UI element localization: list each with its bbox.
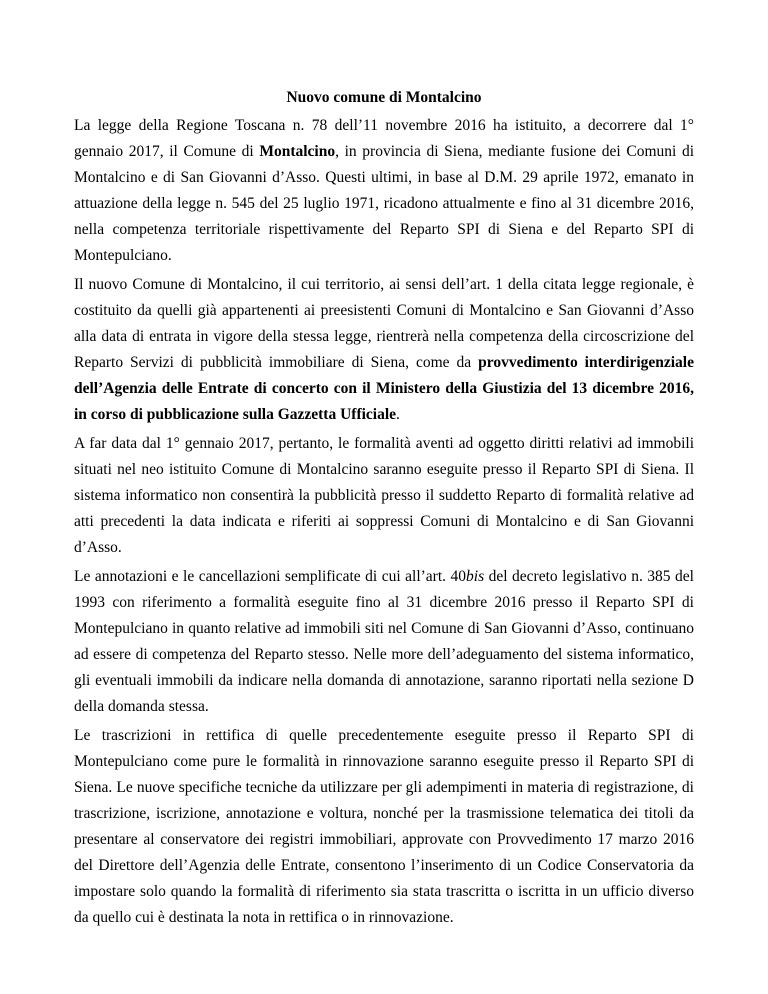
paragraph-5: Le trascrizioni in rettifica di quelle precedentemente eseguite presso il Reparto SPI di Montepulciano come pure le formalità in rinnovazione saranno eseguite presso il Reparto SPI di Siena. Le nuove specifiche tecniche da utilizzare per gli adempimenti in materia di registrazione, di trascrizione, iscrizione, annotazione e voltura, nonché per la trasmissione telematica dei titoli da presentare al conservatore dei registri immobiliari, approvate con Provvedimento 17 marzo 2016 del Direttore dell’Agenzia delle Entrate, consentono l’inserimento di un Codice Conservatoria da impostare solo quando la formalità di riferimento sia stata trascritta o iscritta in un ufficio diverso da quello cui è destinata la nota in rettifica o in rinnovazione. [74, 727, 694, 926]
paragraph-4-text-c: del decreto legislativo n. 385 del 1993 con riferimento a formalità eseguite fino al 31 dicembre 2016 presso il Reparto SPI di Montepulciano in quanto relative ad immobili siti nel Comune di San Giovanni d’Asso, continuano ad essere di competenza del Reparto stesso. Nelle more dell’adeguamento del sistema informatico, gli eventuali immobili da indicare nella domanda di annotazione, saranno riportati nella sezione D della domanda stessa. [74, 568, 694, 715]
paragraph-2 [74, 272, 694, 428]
paragraph-4-text-a: Le annotazioni e le cancellazioni semplificate di cui all’art. 40 [74, 568, 467, 585]
paragraph-4-italic-bis: bis [466, 568, 485, 585]
paragraph-2-text-c: . [396, 406, 400, 423]
paragraph-1-bold-municipality: Montalcino [259, 143, 336, 160]
paragraph-1 [74, 113, 694, 269]
paragraph-3: A far data dal 1° gennaio 2017, pertanto, le formalità aventi ad oggetto diritti relativi ad immobili situati nel neo istituito Comune di Montalcino saranno eseguite presso il Reparto SPI di Siena. Il sistema informatico non consentirà la pubblicità presso il suddetto Reparto di formalità relative ad atti precedenti la data indicata e riferiti ai soppressi Comuni di Montalcino e di San Giovanni d’Asso. [74, 435, 694, 556]
paragraph-4 [74, 564, 694, 720]
paragraph-1-text-a: La legge della Regione Toscana n. 78 dell’11 novembre 2016 ha istituito, a decorrere dal 1° gennaio 2017, il Comune di [74, 117, 694, 160]
paragraph-1-text-c: , in provincia di Siena, mediante fusione dei Comuni di Montalcino e di San Giovanni d’Asso. Questi ultimi, in base al D.M. 29 aprile 1972, emanato in attuazione della legge n. 545 del 25 luglio 1971, ricadono attualmente e fino al 31 dicembre 2016, nella competenza territoriale rispettivamente del Reparto SPI di Siena e del Reparto SPI di Montepulciano. [74, 143, 695, 264]
paragraph-2-text-a: Il nuovo Comune di Montalcino, il cui territorio, ai sensi dell’art. 1 della citata legge regionale, è costituito da quelli già appartenenti ai preesistenti Comuni di Montalcino e San Giovanni d’Asso alla data di entrata in vigore della stessa legge, rientrerà nella competenza della circoscrizione del Reparto Servizi di pubblicità immobiliare di Siena, come da [74, 276, 694, 371]
paragraph-2-bold-provision: provvedimento interdirigenziale dell’Agenzia delle Entrate di concerto con il Ministero della Giustizia del 13 dicembre 2016, in corso di pubblicazione sulla Gazzetta Ufficiale [74, 354, 694, 423]
document-title: Nuovo comune di Montalcino [286, 89, 482, 106]
